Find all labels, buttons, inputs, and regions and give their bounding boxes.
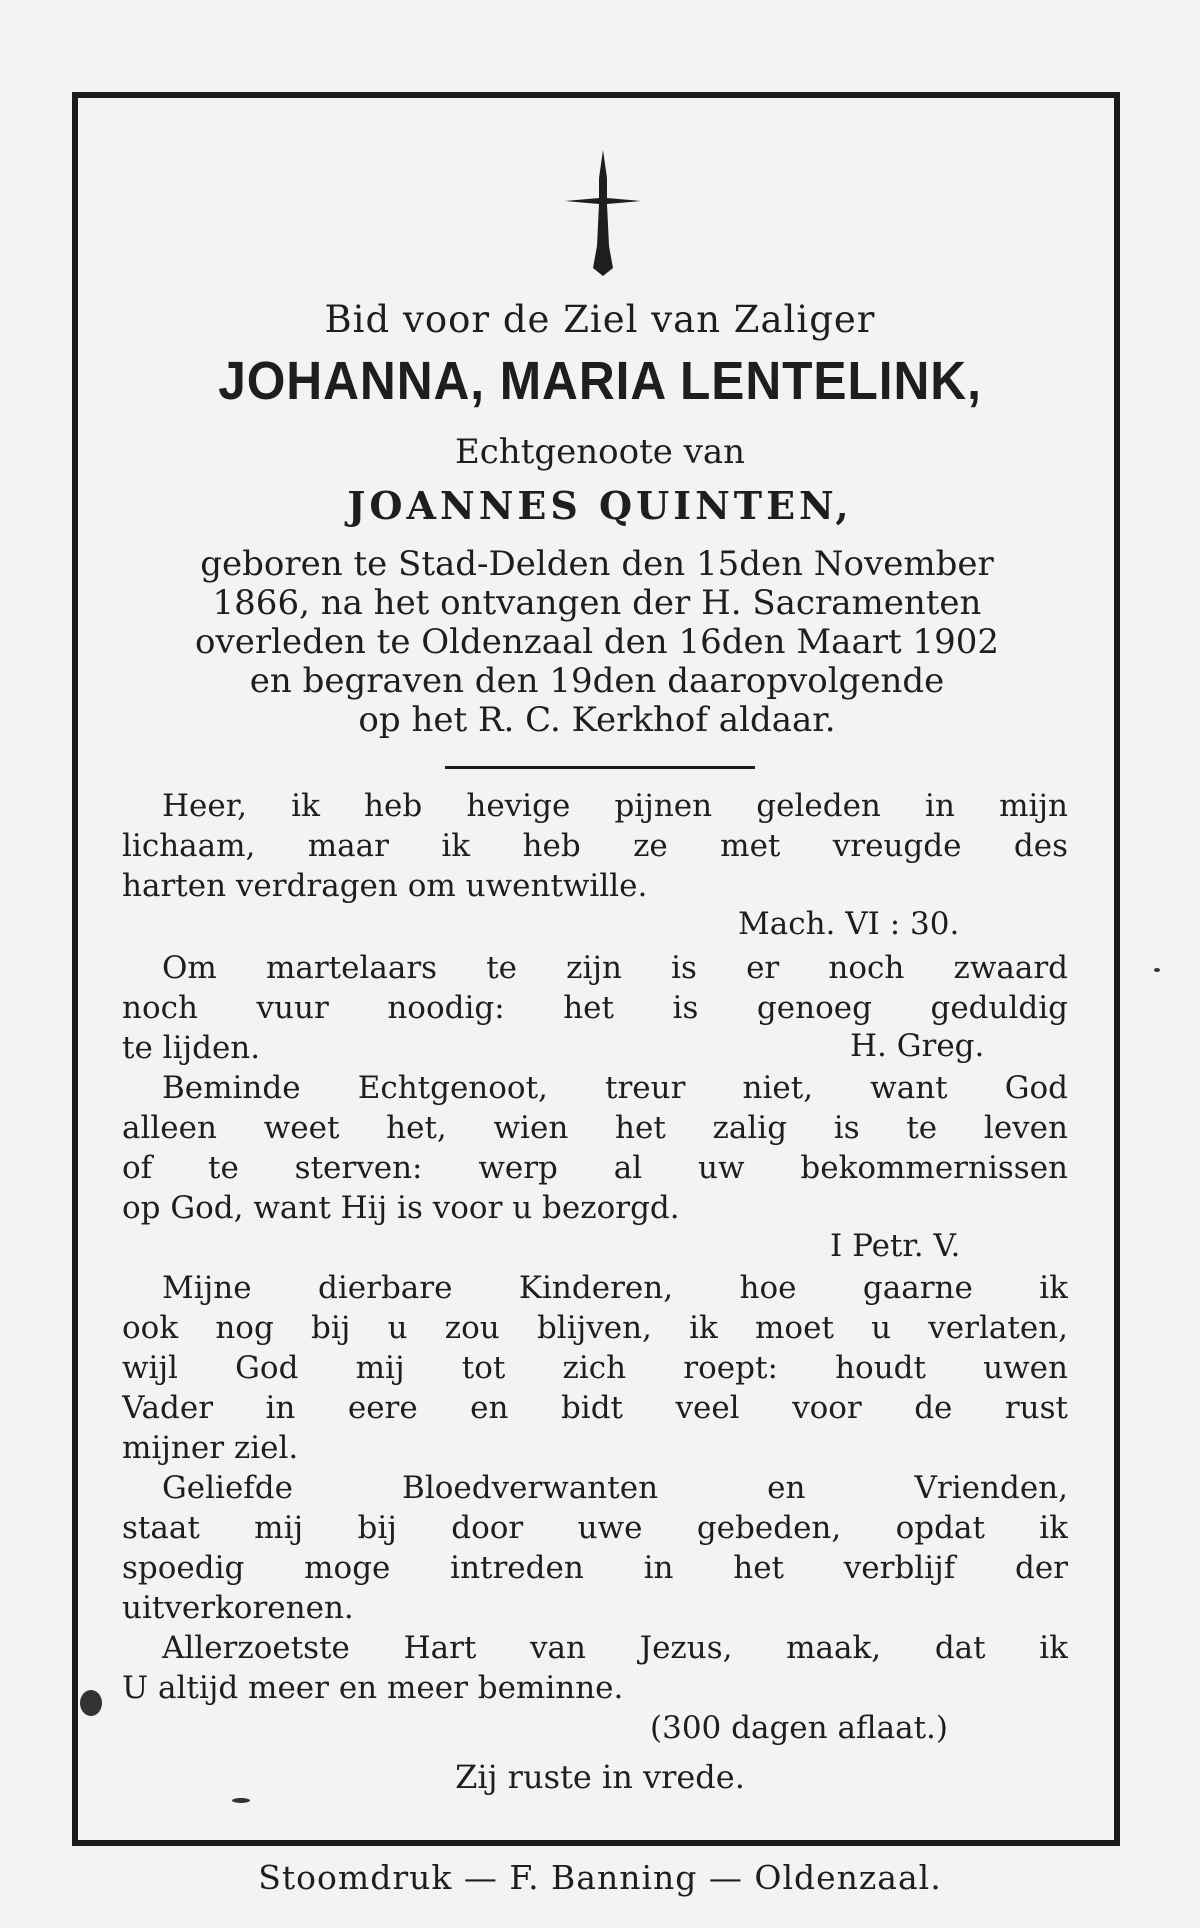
- passage-line: Beminde Echtgenoot, treur niet, want God: [162, 1070, 1068, 1106]
- scripture-reference: H. Greg.: [850, 1028, 985, 1064]
- passage-line: op God, want Hij is voor u bezorgd.: [122, 1190, 680, 1226]
- passage-line: U altijd meer en meer beminne.: [122, 1670, 624, 1706]
- printer-credit: Stoomdruk — F. Banning — Oldenzaal.: [258, 1858, 942, 1897]
- passage-line: harten verdragen om uwentwille.: [122, 868, 648, 904]
- indulgence-note: (300 dagen aflaat.): [650, 1710, 948, 1746]
- passage-4: [122, 1268, 1068, 1468]
- cross-icon: [563, 150, 643, 276]
- divider: [445, 766, 755, 769]
- biography: [122, 545, 1072, 740]
- bio-line: en begraven den 19den daaropvolgende: [249, 661, 945, 701]
- passage-5: [122, 1468, 1068, 1628]
- passage-line: te lijden.: [122, 1030, 261, 1066]
- passage-line: lichaam, maar ik heb ze met vreugde des: [122, 828, 1068, 864]
- scripture-reference: Mach. VI : 30.: [738, 906, 960, 942]
- passage-line: Geliefde Bloedverwanten en Vrienden,: [162, 1470, 1068, 1506]
- passage-line: alleen weet het, wien het zalig is te leven: [122, 1110, 1068, 1146]
- passage-1: [122, 786, 1068, 906]
- bio-line: overleden te Oldenzaal den 16den Maart 1902: [195, 622, 999, 662]
- ink-speck: [1154, 968, 1160, 972]
- passage-line: Om martelaars te zijn is er noch zwaard: [162, 950, 1068, 986]
- passage-3: [122, 1068, 1068, 1228]
- passage-line: mijner ziel.: [122, 1430, 299, 1466]
- passage-line: staat mij bij door uwe gebeden, opdat ik: [122, 1510, 1068, 1546]
- prayer-heading: Bid voor de Ziel van Zaliger: [324, 298, 876, 341]
- spouse-name: JOANNES QUINTEN,: [347, 483, 853, 528]
- passage-line: uitverkorenen.: [122, 1590, 354, 1626]
- closing-line: Zij ruste in vrede.: [455, 1758, 745, 1796]
- passage-line: Allerzoetste Hart van Jezus, maak, dat ik: [162, 1630, 1068, 1666]
- passage-line: wijl God mij tot zich roept: houdt uwen: [122, 1350, 1068, 1386]
- scripture-reference: I Petr. V.: [830, 1228, 961, 1264]
- spouse-label: Echtgenoote van: [454, 432, 746, 472]
- deceased-name: JOHANNA, MARIA LENTELINK,: [218, 351, 982, 411]
- passage-6: [122, 1628, 1068, 1708]
- passage-line: Vader in eere en bidt veel voor de rust: [122, 1390, 1068, 1426]
- bio-line: op het R. C. Kerkhof aldaar.: [358, 700, 836, 740]
- passage-line: ook nog bij u zou blijven, ik moet u verlaten,: [122, 1310, 1068, 1346]
- passage-line: Heer, ik heb hevige pijnen geleden in mijn: [162, 788, 1068, 824]
- passage-line: of te sterven: werp al uw bekommernissen: [122, 1150, 1068, 1186]
- ink-speck: [80, 1690, 102, 1716]
- passage-line: spoedig moge intreden in het verblijf der: [122, 1550, 1068, 1586]
- bio-line: 1866, na het ontvangen der H. Sacramenten: [212, 583, 982, 623]
- passage-line: noch vuur noodig: het is genoeg geduldig: [122, 990, 1068, 1026]
- passage-line: Mijne dierbare Kinderen, hoe gaarne ik: [162, 1270, 1068, 1306]
- ink-speck: [232, 1798, 250, 1803]
- bio-line: geboren te Stad-Delden den 15den November: [200, 544, 994, 584]
